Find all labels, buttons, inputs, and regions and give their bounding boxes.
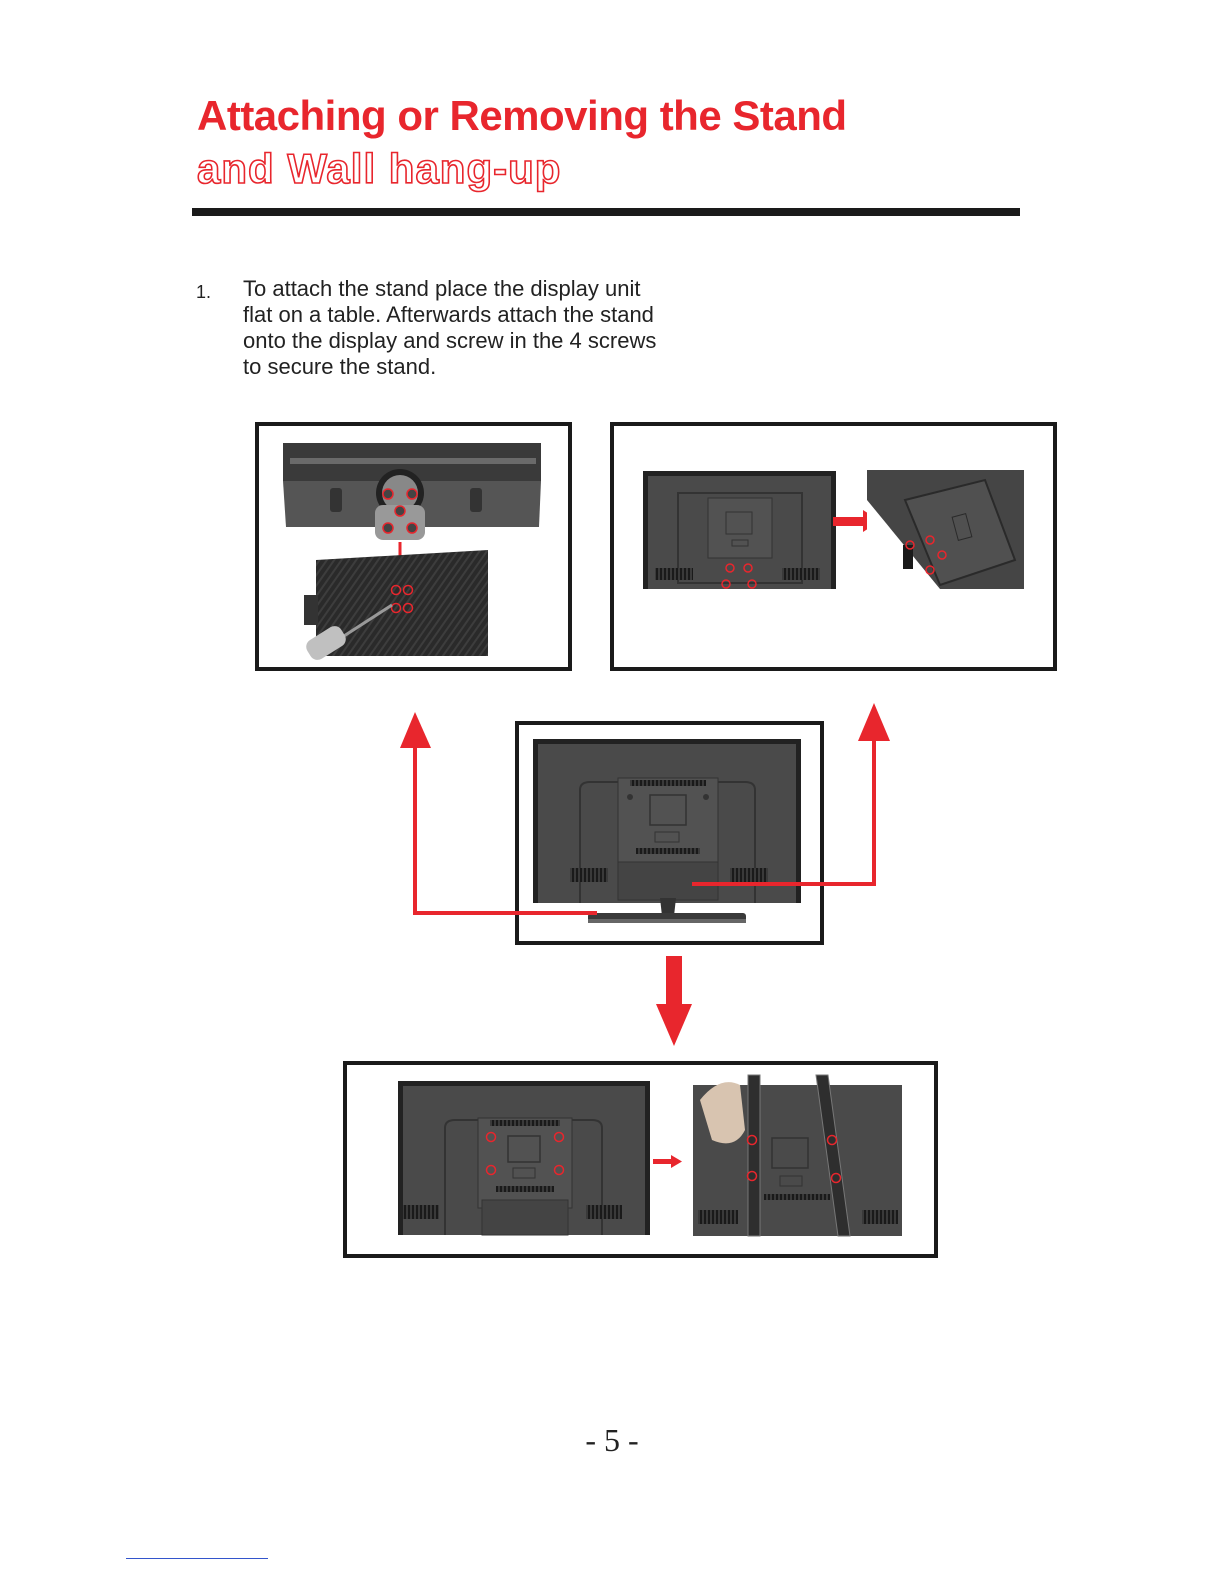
arrow-up-right [858, 703, 890, 741]
wall-mount-photo [398, 1075, 902, 1236]
step-text: To attach the stand place the display unit flat on a table. Afterwards attach the stand onto the display and screw in the 4 screws to secure the stand. [243, 276, 657, 379]
tv-back-with-stand [533, 739, 801, 923]
arrow-up-left [400, 712, 431, 748]
page-title: Attaching or Removing the Stand [197, 92, 847, 139]
step-number: 1. [196, 282, 212, 302]
arrow-down-stem [666, 956, 682, 1006]
page-subtitle: and Wall hang-up [197, 145, 562, 192]
stand-removed-photo [643, 470, 1024, 589]
page-number: - 5 - [585, 1422, 639, 1458]
arrow-down [656, 1004, 692, 1046]
stand-attach-photo [283, 443, 541, 663]
footer-line [126, 1558, 268, 1559]
